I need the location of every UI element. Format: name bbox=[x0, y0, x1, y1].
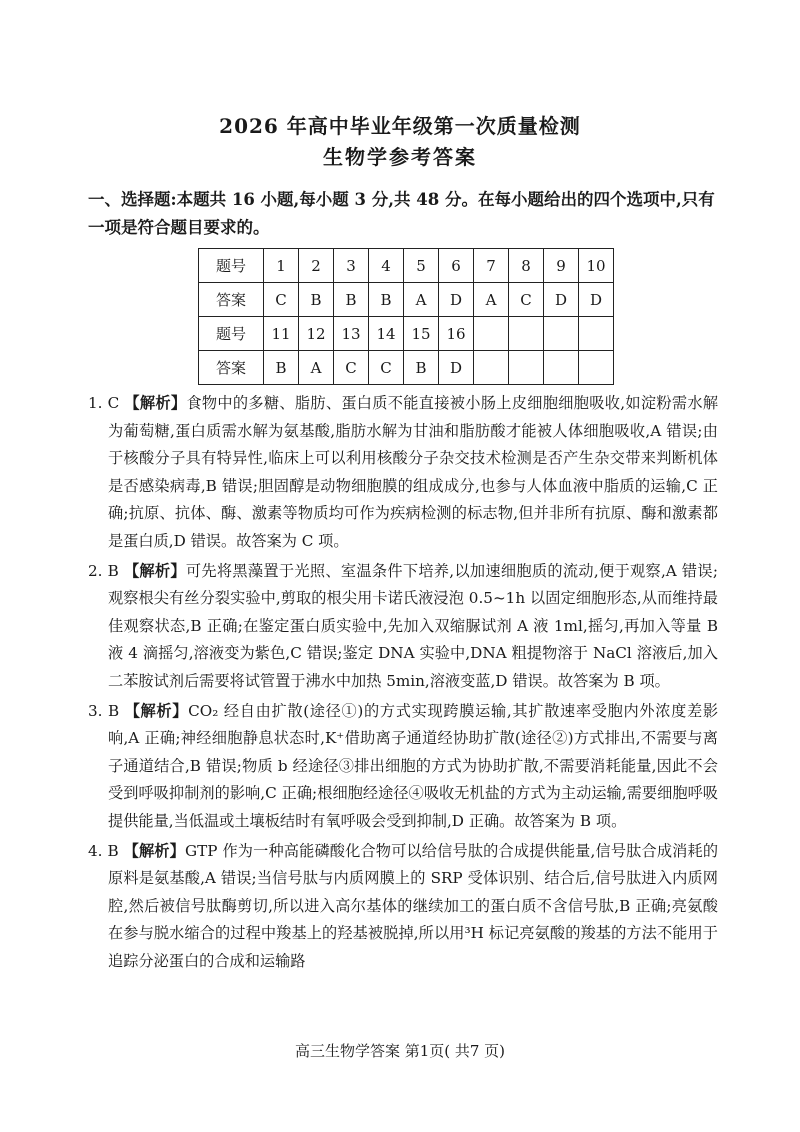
question-number-cell: 5 bbox=[404, 249, 439, 283]
answer-cell: D bbox=[439, 351, 474, 385]
analysis-tag: 【解析】 bbox=[124, 701, 189, 720]
question-answer-label: 4. B bbox=[88, 841, 119, 860]
answer-cell: B bbox=[404, 351, 439, 385]
answer-cell: D bbox=[439, 283, 474, 317]
answer-cell: C bbox=[369, 351, 404, 385]
answer-cell: A bbox=[474, 283, 509, 317]
table-row bbox=[199, 283, 614, 317]
row-label: 答案 bbox=[199, 351, 264, 385]
empty-cell bbox=[544, 317, 579, 351]
answer-cell: D bbox=[544, 283, 579, 317]
explanation-item bbox=[88, 390, 718, 556]
question-answer-label: 2. B bbox=[88, 561, 119, 580]
row-label: 题号 bbox=[199, 249, 264, 283]
answer-cell: B bbox=[369, 283, 404, 317]
question-number-cell: 1 bbox=[264, 249, 299, 283]
explanation-text: CO₂ 经自由扩散(途径①)的方式实现跨膜运输,其扩散速率受胞内外浓度差影响,A 正确;神经细胞静息状态时,K⁺借助离子通道经协助扩散(途径②)方式排出,不需要与离子通道结合,B 错误;物质 b 经途径③排出细胞的方式为协助扩散,不需要消耗能量,因此不会受到呼吸抑制剂的影响,C 正确;根细胞经途径④吸收无机盐的方式为主动运输,需要细胞呼吸提供能量,当低温或土壤板结时有氧呼吸会受到抑制,D 正确。故答案为 B 项。 bbox=[108, 701, 719, 830]
answer-cell: B bbox=[264, 351, 299, 385]
empty-cell bbox=[544, 351, 579, 385]
empty-cell bbox=[474, 317, 509, 351]
empty-cell bbox=[579, 351, 614, 385]
question-answer-label: 3. B bbox=[88, 701, 120, 720]
empty-cell bbox=[474, 351, 509, 385]
explanation-item bbox=[88, 558, 718, 696]
row-label: 答案 bbox=[199, 283, 264, 317]
analysis-tag: 【解析】 bbox=[123, 841, 185, 860]
page-footer: 高三生物学答案 第1页( 共7 页) bbox=[294, 1042, 506, 1060]
answer-cell: B bbox=[334, 283, 369, 317]
answer-cell: C bbox=[264, 283, 299, 317]
answer-cell: A bbox=[404, 283, 439, 317]
document-subtitle: 生物学参考答案 bbox=[323, 145, 477, 169]
question-number-cell: 2 bbox=[299, 249, 334, 283]
answer-cell: A bbox=[299, 351, 334, 385]
table-row bbox=[199, 249, 614, 283]
empty-cell bbox=[509, 317, 544, 351]
question-number-cell: 9 bbox=[544, 249, 579, 283]
question-number-cell: 16 bbox=[439, 317, 474, 351]
question-number-cell: 3 bbox=[334, 249, 369, 283]
section-instruction: 一、选择题:本题共 16 小题,每小题 3 分,共 48 分。在每小题给出的四个选项中,只有一项是符合题目要求的。 bbox=[88, 190, 715, 237]
question-number-cell: 13 bbox=[334, 317, 369, 351]
explanation-text: 食物中的多糖、脂肪、蛋白质不能直接被小肠上皮细胞细胞吸收,如淀粉需水解为葡萄糖,蛋白质需水解为氨基酸,脂肪水解为甘油和脂肪酸才能被人体细胞吸收,A 错误;由于核酸分子具有特异性,临床上可以利用核酸分子杂交技术检测是否产生杂交带来判断机体是否感染病毒,B 错误;胆固醇是动物细胞膜的组成成分,也参与人体血液中脂质的运输,C 正确;抗原、抗体、酶、激素等物质均可作为疾病检测的标志物,但并非所有抗原、酶和激素都是蛋白质,D 错误。故答案为 C 项。 bbox=[108, 394, 719, 550]
question-number-cell: 15 bbox=[404, 317, 439, 351]
question-number-cell: 12 bbox=[299, 317, 334, 351]
document-title: 2026 年高中毕业年级第一次质量检测 bbox=[219, 114, 581, 138]
answer-table bbox=[198, 248, 614, 385]
question-number-cell: 6 bbox=[439, 249, 474, 283]
table-row bbox=[199, 351, 614, 385]
question-answer-label: 1. C bbox=[88, 394, 120, 412]
question-number-cell: 7 bbox=[474, 249, 509, 283]
answer-cell: C bbox=[509, 283, 544, 317]
analysis-tag: 【解析】 bbox=[123, 561, 186, 580]
answer-cell: C bbox=[334, 351, 369, 385]
empty-cell bbox=[579, 317, 614, 351]
explanation-item bbox=[88, 838, 718, 976]
explanation-text: 可先将黑藻置于光照、室温条件下培养,以加速细胞质的流动,便于观察,A 错误;观察根尖有丝分裂实验中,剪取的根尖用卡诺氏液浸泡 0.5~1h 以固定细胞形态,从而维持最佳观察状态,B 正确;在鉴定蛋白质实验中,先加入双缩脲试剂 A 液 1ml,摇匀,再加入等量 B 液 4 滴摇匀,溶液变为紫色,C 错误;鉴定 DNA 实验中,DNA 粗提物溶于 NaCl 溶液后,加入二苯胺试剂后需要将试管置于沸水中加热 5min,溶液变蓝,D 错误。故答案为 B 项。 bbox=[108, 561, 719, 690]
explanation-item bbox=[88, 698, 718, 836]
question-number-cell: 8 bbox=[509, 249, 544, 283]
question-number-cell: 14 bbox=[369, 317, 404, 351]
question-number-cell: 11 bbox=[264, 317, 299, 351]
empty-cell bbox=[509, 351, 544, 385]
analysis-tag: 【解析】 bbox=[124, 394, 187, 412]
explanation-text: GTP 作为一种高能磷酸化合物可以给信号肽的合成提供能量,信号肽合成消耗的原料是氨基酸,A 错误;当信号肽与内质网膜上的 SRP 受体识别、结合后,信号肽进入内质网腔,然后被信号肽酶剪切,所以进入高尔基体的继续加工的蛋白质不含信号肽,B 正确;亮氨酸在参与脱水缩合的过程中羧基上的羟基被脱掉,所以用³H 标记亮氨酸的羧基的方法不能用于追踪分泌蛋白的合成和运输路 bbox=[108, 841, 719, 970]
question-number-cell: 4 bbox=[369, 249, 404, 283]
answer-cell: D bbox=[579, 283, 614, 317]
answer-cell: B bbox=[299, 283, 334, 317]
explanations-list bbox=[88, 390, 718, 977]
question-number-cell: 10 bbox=[579, 249, 614, 283]
row-label: 题号 bbox=[199, 317, 264, 351]
table-row bbox=[199, 317, 614, 351]
